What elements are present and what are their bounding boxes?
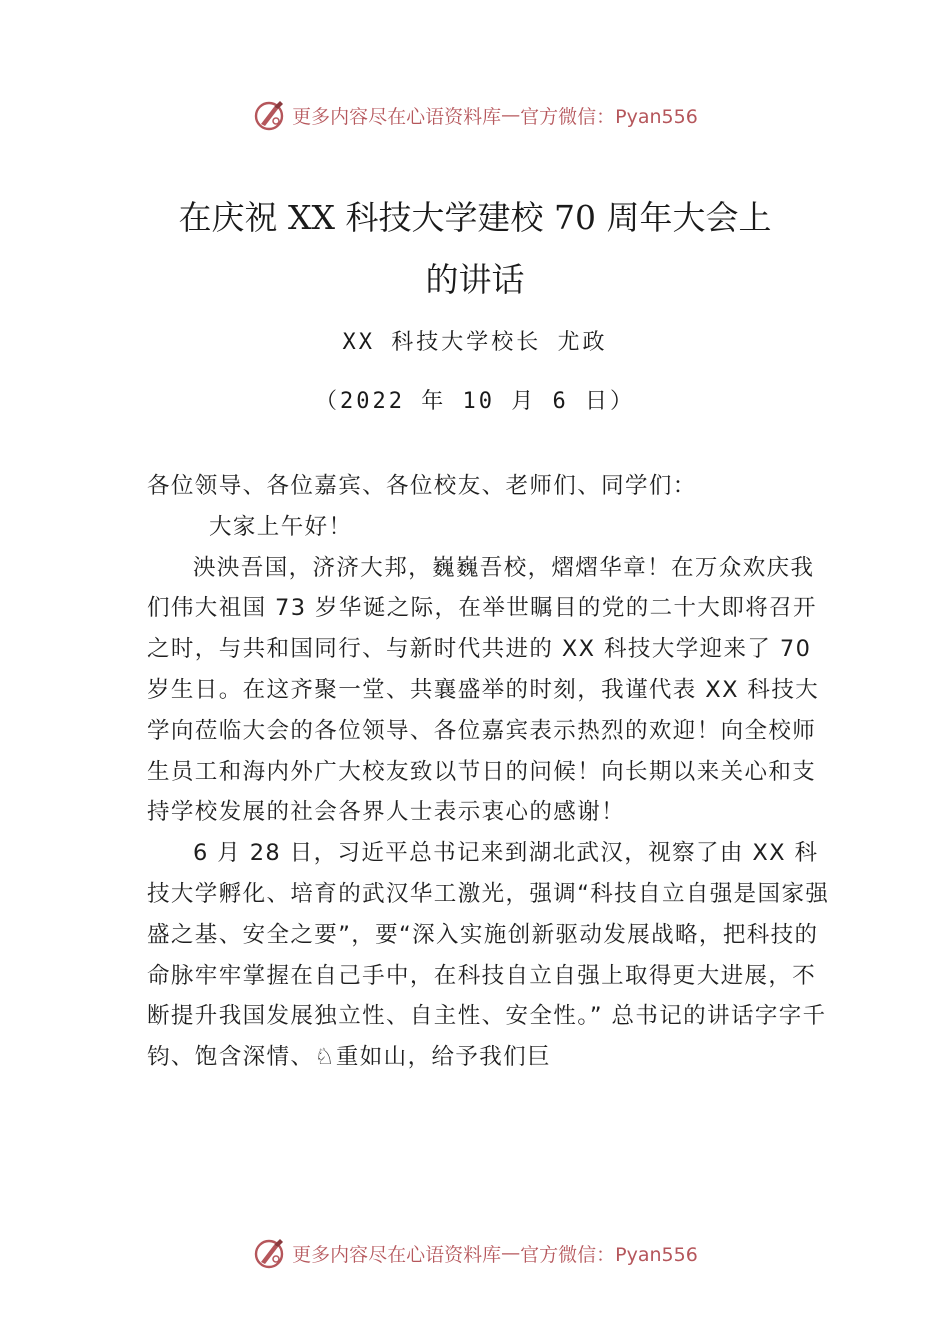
watermark-header xyxy=(0,95,950,135)
paragraph-1: 泱泱吾国，济济大邦，巍巍吾校，熠熠华章！在万众欢庆我们伟大祖国 73 岁华诞之际，在举世瞩目的党的二十大即将召开之时，与共和国同行、与新时代共进的 XX 科技大学迎来了 70 岁生日。在这齐聚一堂、共襄盛举的时刻，我谨代表 XX 科技大学向莅临大会的各位领导、各位嘉宾表示热烈的欢迎！向全校师生员工和海内外广大校友致以节日的问候！向长期以来关心和支持学校发展的社会各界人士表示衷心的感谢！ xyxy=(147,554,820,826)
watermark-footer xyxy=(0,1233,950,1273)
document-author: XX 科技大学校长 尤政 xyxy=(342,330,608,355)
salutation: 各位领导、各位嘉宾、各位校友、老师们、同学们： xyxy=(147,473,697,499)
document-body xyxy=(147,466,837,1078)
document-date: （2022 年 10 月 6 日） xyxy=(315,389,635,414)
pen-logo-icon xyxy=(252,1235,288,1271)
pen-logo-icon xyxy=(252,97,288,133)
watermark-brand: 更多内容尽在心语资料库 xyxy=(292,105,502,128)
greeting: 大家上午好！ xyxy=(209,513,353,540)
document-title-line1: 在庆祝 XX 科技大学建校 70 周年大会上 xyxy=(178,198,772,237)
watermark-brand: 更多内容尽在心语资料库 xyxy=(292,1243,502,1266)
document-title-line2: 的讲话 xyxy=(425,260,525,299)
watermark-dash: — xyxy=(501,104,521,126)
paragraph-2: 6 月 28 日，习近平总书记来到湖北武汉，视察了由 XX 科技大学孵化、培育的武汉华工激光，强调“科技自立自强是国家强盛之基、安全之要”，要“深入实施创新驱动发展战略，把科技的命脉牢牢掌握在自己手中，在科技自立自强上取得更大进展，不断提升我国发展独立性、自主性、安全性。” 总书记的讲话字字千钧、饱含深情、♘重如山，给予我们巨 xyxy=(147,840,830,1071)
watermark-wechat: 官方微信：Pyan556 xyxy=(520,1243,698,1266)
watermark-wechat: 官方微信：Pyan556 xyxy=(520,105,698,128)
watermark-dash: — xyxy=(501,1242,521,1264)
